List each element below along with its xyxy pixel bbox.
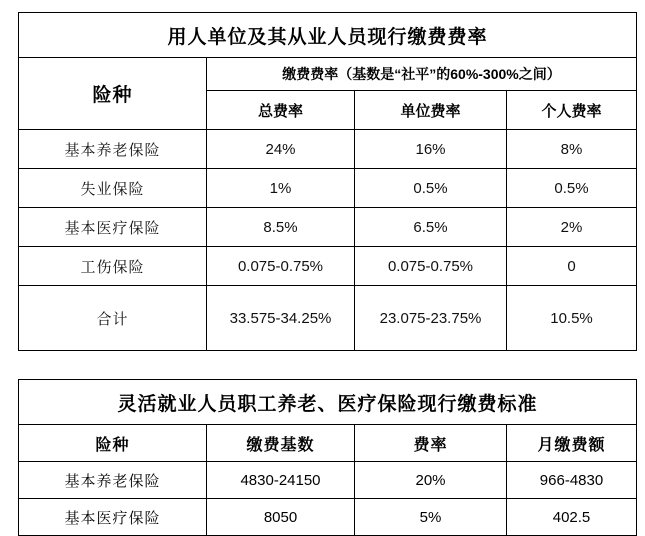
table1-row-total: 0.075-0.75%: [207, 247, 355, 286]
table1-row-personal: 0: [507, 247, 637, 286]
table2-row-rate: 5%: [355, 499, 507, 536]
table-row: [19, 130, 637, 169]
table1-row-personal: 8%: [507, 130, 637, 169]
table1-row-total: 24%: [207, 130, 355, 169]
table1-row-total: 8.5%: [207, 208, 355, 247]
table1-row-total: 33.575-34.25%: [207, 286, 355, 351]
table2-header-rate: 费率: [355, 425, 507, 462]
table1-row-unit: 0.075-0.75%: [355, 247, 507, 286]
table-row: [19, 425, 637, 462]
table1-row-personal: 0.5%: [507, 169, 637, 208]
table2-row-base: 4830-24150: [207, 462, 355, 499]
table2-header-monthly: 月缴费额: [507, 425, 637, 462]
table-row: [19, 169, 637, 208]
contribution-rate-table: [18, 12, 637, 351]
table1-title: 用人单位及其从业人员现行缴费费率: [19, 13, 637, 58]
table-row: [19, 462, 637, 499]
table1-row-name: 基本医疗保险: [19, 208, 207, 247]
table1-row-name: 合计: [19, 286, 207, 351]
flexible-employment-table: [18, 379, 637, 536]
table2-row-base: 8050: [207, 499, 355, 536]
table2-title: 灵活就业人员职工养老、医疗保险现行缴费标准: [19, 380, 637, 425]
table1-row-unit: 16%: [355, 130, 507, 169]
table1-kind-header: 险种: [19, 58, 207, 130]
table-row: [19, 286, 637, 351]
table2-header-base: 缴费基数: [207, 425, 355, 462]
table2-row-rate: 20%: [355, 462, 507, 499]
table1-row-name: 基本养老保险: [19, 130, 207, 169]
table-row: [19, 247, 637, 286]
table1-subheader-unit: 单位费率: [355, 91, 507, 130]
table1-row-unit: 23.075-23.75%: [355, 286, 507, 351]
table1-row-unit: 0.5%: [355, 169, 507, 208]
table2-row-name: 基本医疗保险: [19, 499, 207, 536]
table1-row-name: 失业保险: [19, 169, 207, 208]
table1-row-total: 1%: [207, 169, 355, 208]
table1-row-unit: 6.5%: [355, 208, 507, 247]
table-row: [19, 499, 637, 536]
table2-row-name: 基本养老保险: [19, 462, 207, 499]
table1-row-personal: 2%: [507, 208, 637, 247]
table2-row-monthly: 966-4830: [507, 462, 637, 499]
table-row: [19, 58, 637, 91]
table1-subheader-personal: 个人费率: [507, 91, 637, 130]
table1-row-name: 工伤保险: [19, 247, 207, 286]
table1-subheader-total: 总费率: [207, 91, 355, 130]
table1-row-personal: 10.5%: [507, 286, 637, 351]
table-row: [19, 13, 637, 58]
table2-header-kind: 险种: [19, 425, 207, 462]
table-row: [19, 208, 637, 247]
table-row: [19, 380, 637, 425]
table2-row-monthly: 402.5: [507, 499, 637, 536]
table1-rate-header: 缴费费率（基数是“社平”的60%-300%之间）: [207, 58, 637, 91]
